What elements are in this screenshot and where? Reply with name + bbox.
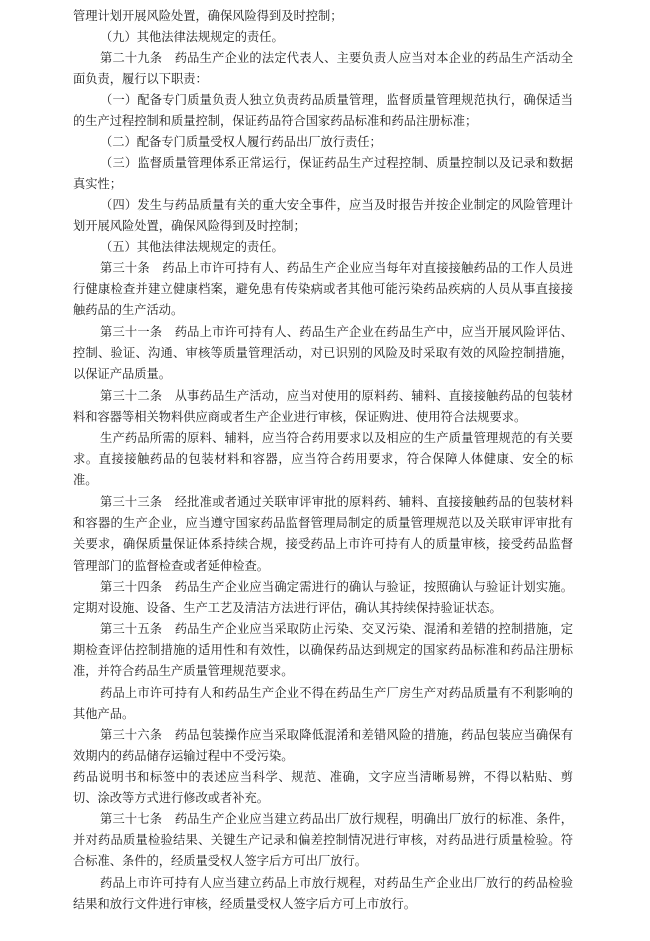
article-35: 第三十五条 药品生产企业应当采取防止污染、交叉污染、混淆和差错的控制措施，定期检查评估控制措施的适用性和有效性，以确保药品达到规定的国家药品标准和药品注册标准，并符合药品生产质量管理规范要求。 [73,622,573,679]
article-32-para-2: 生产药品所需的原料、辅料，应当符合药用要求以及相应的生产质量管理规范的有关要求。直接接触药品的包装材料和容器，应当符合药用要求，符合保障人体健康、安全的标准。 [73,431,573,488]
article-33: 第三十三条 经批准或者通过关联审评审批的原料药、辅料、直接接触药品的包装材料和容器的生产企业，应当遵守国家药品监督管理局制定的质量管理规范以及关联审评审批有关要求，确保质量保证体系持续合规，接受药品上市许可持有人的质量审核，接受药品监督管理部门的监督检查或者延伸检查。 [73,495,573,573]
paragraph-item-9: （九）其他法律法规规定的责任。 [100,30,284,44]
article-29-item-3: （三）监督质量管理体系正常运行，保证药品生产过程控制、质量控制以及记录和数据真实性； [73,156,573,192]
article-37-para-2: 药品上市许可持有人应当建立药品上市放行规程，对药品生产企业出厂放行的药品检验结果和放行文件进行审核，经质量受权人签字后方可上市放行。 [73,876,573,912]
article-29-item-5: （五）其他法律法规规定的责任。 [100,240,284,254]
article-29-item-2: （二）配备专门质量受权人履行药品出厂放行责任； [100,135,382,149]
article-34: 第三十四条 药品生产企业应当确定需进行的确认与验证，按照确认与验证计划实施。定期对设施、设备、生产工艺及清洁方法进行评估，确认其持续保持验证状态。 [73,580,573,616]
article-31: 第三十一条 药品上市许可持有人、药品生产企业在药品生产中，应当开展风险评估、控制、验证、沟通、审核等质量管理活动，对已识别的风险及时采取有效的风险控制措施，以保证产品质量。 [73,325,573,382]
article-29-item-1: （一）配备专门质量负责人独立负责药品质量管理，监督质量管理规范执行，确保适当的生产过程控制和质量控制，保证药品符合国家药品标准和药品注册标准； [73,93,573,129]
article-36: 第三十六条 药品包装操作应当采取降低混淆和差错风险的措施，药品包装应当确保有效期内的药品储存运输过程中不受污染。 [73,728,573,764]
paragraph-continuation: 管理计划开展风险处置，确保风险得到及时控制； [73,9,343,23]
article-32: 第三十二条 从事药品生产活动，应当对使用的原料药、辅料、直接接触药品的包装材料和容器等相关物料供应商或者生产企业进行审核，保证购进、使用符合法规要求。 [73,389,573,425]
article-29-item-4: （四）发生与药品质量有关的重大安全事件，应当及时报告并按企业制定的风险管理计划开展风险处置，确保风险得到及时控制； [73,198,573,234]
article-29: 第二十九条 药品生产企业的法定代表人、主要负责人应当对本企业的药品生产活动全面负责，履行以下职责： [73,51,573,87]
article-35-para-2: 药品上市许可持有人和药品生产企业不得在药品生产厂房生产对药品质量有不利影响的其他产品。 [73,686,573,722]
article-37: 第三十七条 药品生产企业应当建立药品出厂放行规程，明确出厂放行的标准、条件，并对药品质量检验结果、关键生产记录和偏差控制情况进行审核，对药品进行质量检验。符合标准、条件的，经质量受权人签字后方可出厂放行。 [73,812,573,869]
article-36-para-2: 药品说明书和标签中的表述应当科学、规范、准确，文字应当清晰易辨，不得以粘贴、剪切、涂改等方式进行修改或者补充。 [73,770,573,806]
article-30: 第三十条 药品上市许可持有人、药品生产企业应当每年对直接接触药品的工作人员进行健康检查并建立健康档案，避免患有传染病或者其他可能污染药品疾病的人员从事直接接触药品的生产活动。 [73,261,573,318]
